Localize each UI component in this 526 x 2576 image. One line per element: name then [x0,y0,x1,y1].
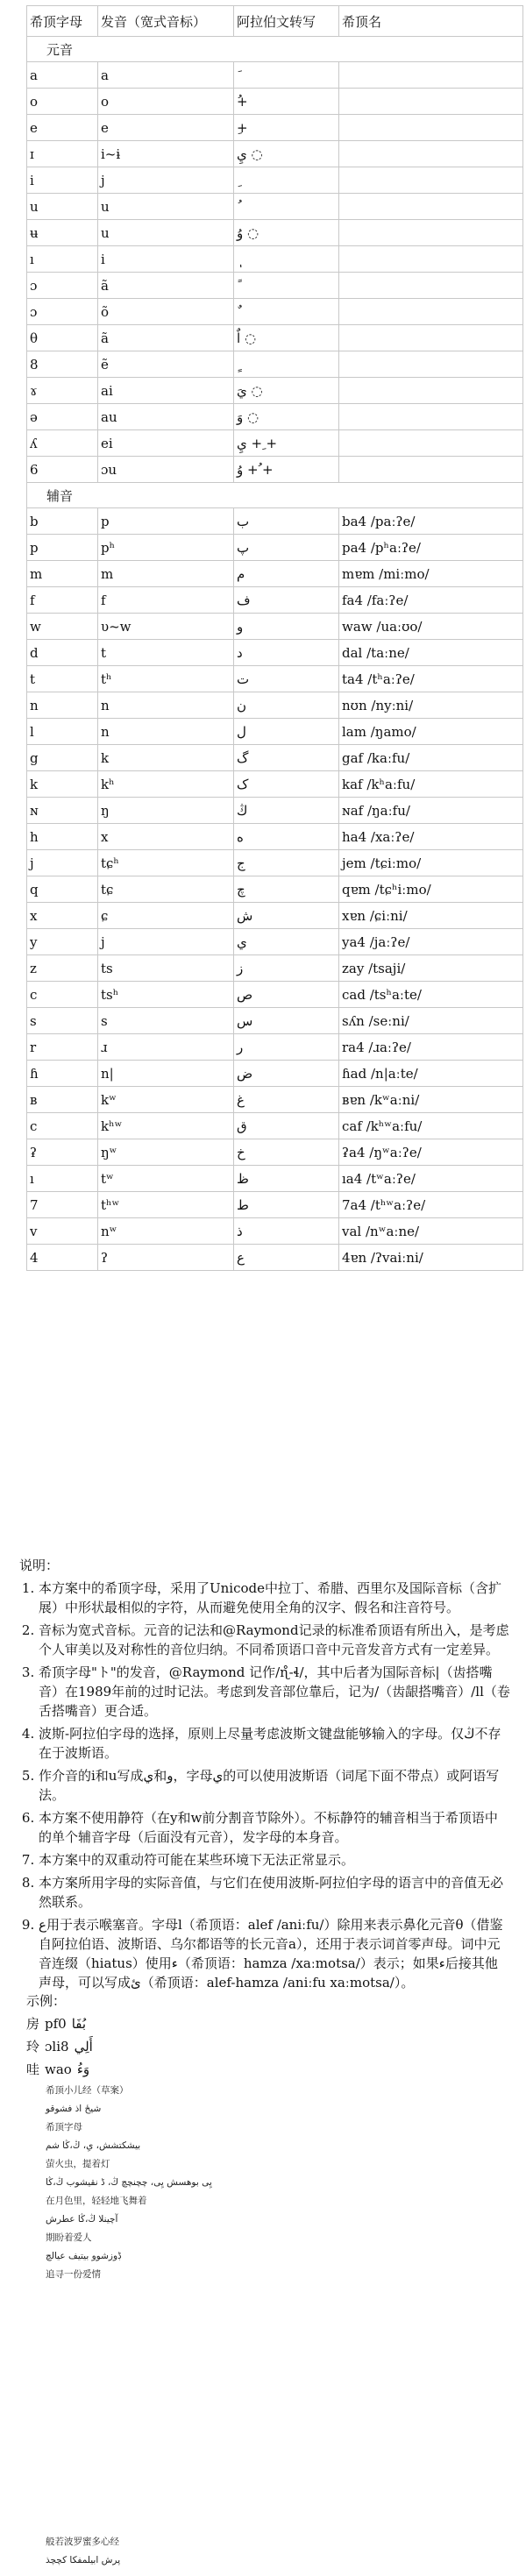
letter-cell: i [27,167,98,194]
table-row [27,745,523,771]
letter-cell: ʡ [27,1139,98,1166]
note-item: 1. 本方案中的希顶字母，采用了Unicode中拉丁、希腊、西里尔及国际音标（含扩展）中形状最相似的字符，从而避免使用全角的汉字、假名和注音符号。 [39,1579,510,1617]
letter-cell: ɪ [27,141,98,167]
arabic-cell: ه [234,824,339,850]
table-row [27,1192,523,1218]
table-row [27,955,523,982]
letter-name-cell: fa4 /faːʔe/ [339,587,523,614]
letter-cell: r [27,1034,98,1061]
letter-cell: j [27,850,98,876]
example-row [26,2012,500,2035]
ipa-cell: n [98,719,234,745]
letter-cell: k [27,771,98,798]
arabic-cell: غ [234,1087,339,1113]
table-row [27,246,523,273]
letter-name-cell [339,325,523,351]
letter-name-cell [339,62,523,89]
ipa-cell: ɔu [98,457,234,483]
note-item: 9. ع用于表示喉塞音。字母l（希顶语：alef /aniːfu/）除用来表示鼻化元音θ（借鉴自阿拉伯语、波斯语、乌尔都语等的长元音a），还用于表示词首零声母。词中元音连缀（hiatus）使用ء（希顶语：hamza /xaːmotsa/）表示；如果ء后接其他声母，可以写成ئ（希顶语：alef-hamza /aniːfu xaːmotsa/）。 [39,1915,510,1992]
letter-cell: m [27,561,98,587]
ipa-cell: f [98,587,234,614]
note-item: 6. 本方案不使用静符（在y和w前分割音节除外）。不标静符的辅音相当于希顶语中的单个辅音字母（后面没有元音），发字母的本身音。 [39,1808,510,1847]
letter-cell: ı [27,246,98,273]
arabic-cell: وَ ◌ [234,404,339,430]
letter-cell: z [27,955,98,982]
table-row [27,404,523,430]
letter-name-cell [339,457,523,483]
letter-name-cell [339,115,523,141]
ipa-cell: e [98,115,234,141]
arabic-cell [234,299,339,325]
letter-cell: v [27,1218,98,1245]
note-item: 3. 希顶字母"ト"的发音，@Raymond 记作/ɳ̊-ɬ/，其中后者为国际音标|（齿搭嘴音）在1989年前的过时记法。考虑到发音部位靠后，记为/（齿龈搭嘴音）/ll（卷舌搭嘴音）更合适。 [39,1663,510,1721]
letter-cell: g [27,745,98,771]
table-row [27,1113,523,1139]
ipa-cell: j [98,167,234,194]
letter-name-cell [339,430,523,457]
table-row [27,325,523,351]
letter-name-cell: ıa4 /tʷaːʔe/ [339,1166,523,1192]
table-row [27,1166,523,1192]
arabic-cell: ب [234,508,339,535]
letter-name-cell: val /nʷaːne/ [339,1218,523,1245]
letter-name-cell: waw /uaːʊo/ [339,614,523,640]
table-row [27,771,523,798]
poem-line: بيشكتشش، ىِ، ڭ،ڭا شم [46,2140,141,2151]
ipa-cell: p [98,508,234,535]
ipa-cell: n| [98,1061,234,1087]
letter-cell: e [27,115,98,141]
letter-name-cell [339,220,523,246]
ipa-cell: ɕ [98,903,234,929]
table-row [27,457,523,483]
ipa-cell: pʰ [98,535,234,561]
section-label: 辅音 [27,483,523,508]
ipa-cell: nʷ [98,1218,234,1245]
letter-cell: ɦ [27,1061,98,1087]
table-row [27,167,523,194]
letter-cell: θ [27,325,98,351]
letter-name-cell [339,89,523,115]
table-row [27,640,523,666]
notes-title: 说明： [19,1558,60,1573]
letter-cell: u [27,194,98,220]
letter-cell: d [27,640,98,666]
header-cell: 发音（宽式音标） [98,6,234,37]
note-item: 5. 作介音的i和u写成ي和و，字母ي的可以使用波斯语（词尾下面不带点）或阿语写法。 [39,1766,510,1805]
note-item: 7. 本方案中的双重动符可能在某些环境下无法正常显示。 [39,1850,510,1870]
letter-cell: t [27,666,98,692]
arabic-cell: ر [234,1034,339,1061]
poem-line: 期盼着爱人 [46,2232,92,2243]
letter-name-cell: 4ɐn /ʔvaiːni/ [339,1245,523,1271]
ipa-cell: ʔ [98,1245,234,1271]
letter-cell: ʙ [27,1087,98,1113]
ipa-cell: s [98,1008,234,1034]
letter-name-cell [339,404,523,430]
example-hidden-script: wao [45,2062,72,2077]
poem-line: 萤火虫，提着灯 [46,2159,110,2169]
poem-block [46,2082,501,2284]
letter-name-cell: ta4 /tʰaːʔe/ [339,666,523,692]
table-row [27,798,523,824]
letter-cell: c [27,982,98,1008]
letter-name-cell: lam /ŋamo/ [339,719,523,745]
letter-name-cell: sʎn /seːni/ [339,1008,523,1034]
poem-line: پرش ابيلمفکا کچچذ [46,2555,121,2565]
arabic-cell: ت [234,666,339,692]
note-item: 4. 波斯-阿拉伯字母的选择，原则上尽量考虑波斯文键盘能够输入的字母。仅ڭ不存在于波斯语。 [39,1724,510,1763]
ipa-cell: x [98,824,234,850]
ipa-cell: au [98,404,234,430]
ipa-cell: kʷ [98,1087,234,1113]
letter-name-cell: kaf /kʰaːfu/ [339,771,523,798]
ipa-cell: o [98,89,234,115]
letter-cell: 7 [27,1192,98,1218]
arabic-cell: ظ [234,1166,339,1192]
arabic-cell: م [234,561,339,587]
letter-cell: o [27,89,98,115]
arabic-cell: ڭ [234,798,339,824]
example-hidden-script: pf0 [45,2016,67,2032]
letter-cell: h [27,824,98,850]
letter-cell: ʎ [27,430,98,457]
notes-section [19,1556,510,1996]
letter-name-cell: nʊn /nyːni/ [339,692,523,719]
letter-name-cell: jem /tɕiːmo/ [339,850,523,876]
example-arabic: وَءُ [76,2062,90,2077]
arabic-cell [234,351,339,378]
ipa-cell: m [98,561,234,587]
ipa-cell: ã [98,325,234,351]
table-row [27,1218,523,1245]
arabic-cell: س [234,1008,339,1034]
example-row [26,2035,500,2058]
letter-name-cell: xɐn /ɕiːni/ [339,903,523,929]
letter-name-cell: mɐm /miːmo/ [339,561,523,587]
table-row [27,430,523,457]
poem-line: 希顶字母 [46,2122,82,2132]
letter-cell: ɔ [27,299,98,325]
ipa-cell: k [98,745,234,771]
note-item: 8. 本方案所用字母的实际音值，与它们在使用波斯-阿拉伯字母的语言中的音值无必然联系。 [39,1873,510,1912]
letter-name-cell: ra4 /ɹaːʔe/ [339,1034,523,1061]
letter-cell: x [27,903,98,929]
table-row [27,1034,523,1061]
ipa-cell: tʰ [98,666,234,692]
arabic-cell: ق [234,1113,339,1139]
table-row [27,299,523,325]
arabic-cell [234,194,339,220]
arabic-cell: ع [234,1245,339,1271]
example-arabic: بُفَا [71,2016,87,2032]
arabic-cell: ف [234,587,339,614]
ipa-cell: ai [98,378,234,404]
table-row [27,220,523,246]
arabic-cell: چ [234,876,339,903]
letter-name-cell [339,351,523,378]
example-hanzi: 玲 [26,2039,40,2054]
ipa-cell: ã [98,273,234,299]
table-row [27,587,523,614]
arabic-cell: ک [234,771,339,798]
poem-line: ڋوزشوو بيتيف عيالچ [46,2251,122,2261]
letter-name-cell: ʙɐn /kʷaːni/ [339,1087,523,1113]
letter-cell: ı [27,1166,98,1192]
letter-cell: ɤ [27,378,98,404]
poem-line: يِى بوهسش يِى، چچنچچ ڭ، ڈ نقيشوب ڭ،ڭا [46,2177,212,2188]
table-row [27,824,523,850]
table-row [27,141,523,167]
table-row [27,273,523,299]
table-row [27,850,523,876]
header-cell: 希顶名 [339,6,523,37]
arabic-cell: ض [234,1061,339,1087]
ipa-cell: ts [98,955,234,982]
letter-cell: y [27,929,98,955]
table-row [27,62,523,89]
letter-name-cell [339,167,523,194]
arabic-cell: و [234,614,339,640]
examples-section [26,1990,500,2081]
letter-cell: 8 [27,351,98,378]
letter-cell: p [27,535,98,561]
ipa-cell: i~ɨ [98,141,234,167]
ipa-cell: u [98,220,234,246]
letter-name-cell: pa4 /pʰaːʔe/ [339,535,523,561]
letter-name-cell [339,194,523,220]
table-row [27,351,523,378]
example-hanzi: 哇 [26,2062,40,2077]
table-row [27,535,523,561]
arabic-cell: د [234,640,339,666]
letter-name-cell: dal /taːne/ [339,640,523,666]
letter-name-cell: ya4 /jaːʔe/ [339,929,523,955]
table-row [27,876,523,903]
letter-name-cell: qɐm /tɕʰiːmo/ [339,876,523,903]
arabic-cell: ش [234,903,339,929]
poem-line: 在月色里，轻轻地飞舞着 [46,2196,147,2206]
arabic-cell: وُ ◌ [234,220,339,246]
ipa-cell: tɕʰ [98,850,234,876]
arabic-cell: ز [234,955,339,982]
letter-cell: q [27,876,98,903]
table-row [27,561,523,587]
table-row [27,982,523,1008]
ipa-cell: a [98,62,234,89]
arabic-cell [234,167,339,194]
letter-cell: ʉ [27,220,98,246]
letter-name-cell [339,141,523,167]
ipa-cell: i [98,246,234,273]
ipa-cell: tʰʷ [98,1192,234,1218]
arabic-cell: ن [234,692,339,719]
table-row [27,508,523,535]
example-hanzi: 房 [26,2016,40,2032]
arabic-cell: خ [234,1139,339,1166]
ipa-cell: tsʰ [98,982,234,1008]
table-row [27,194,523,220]
letter-cell: n [27,692,98,719]
letter-name-cell: zay /tsaji/ [339,955,523,982]
arabic-cell: وُ + ُ+ [234,457,339,483]
letter-cell: 6 [27,457,98,483]
arabic-cell: ط [234,1192,339,1218]
letter-name-cell: ɴaf /ŋaːfu/ [339,798,523,824]
letter-cell: s [27,1008,98,1034]
table-row [27,1008,523,1034]
ipa-cell: tʷ [98,1166,234,1192]
letter-cell: ə [27,404,98,430]
ipa-cell: ẽ [98,351,234,378]
arabic-cell: پ [234,535,339,561]
alphabet-table [26,5,523,1271]
sutra-block [46,2533,501,2570]
arabic-cell: يَ ◌ [234,378,339,404]
table-row [27,1061,523,1087]
table-row [27,692,523,719]
table-row [27,1245,523,1271]
table-row [27,666,523,692]
table-row [27,929,523,955]
letter-cell: c [27,1113,98,1139]
table-row [27,378,523,404]
letter-cell: 4 [27,1245,98,1271]
poem-line: شيځ اذ فشوقو [46,2104,102,2114]
letter-cell: l [27,719,98,745]
poem-line: 追寻一份爱情 [46,2269,101,2280]
arabic-cell [234,62,339,89]
example-row [26,2058,500,2081]
letter-name-cell: ha4 /xaːʔe/ [339,824,523,850]
ipa-cell: ei [98,430,234,457]
arabic-cell: يِ + ِ+ [234,430,339,457]
letter-cell: a [27,62,98,89]
poem-line: آچينلا ڭ،ڭا عطرش [46,2214,118,2225]
table-row [27,1139,523,1166]
ipa-cell: u [98,194,234,220]
section-row-consonants [27,483,523,508]
arabic-cell [234,246,339,273]
arabic-cell [234,273,339,299]
letter-name-cell: ʡa4 /ŋʷaːʔe/ [339,1139,523,1166]
letter-name-cell: caf /kʰʷaːfu/ [339,1113,523,1139]
letter-name-cell: cad /tsʰaːte/ [339,982,523,1008]
table-row [27,614,523,640]
letter-cell: ɔ [27,273,98,299]
arabic-cell: اٌ ◌ [234,325,339,351]
table-row [27,719,523,745]
ipa-cell: õ [98,299,234,325]
letter-cell: f [27,587,98,614]
ipa-cell: tɕ [98,876,234,903]
ipa-cell: ɹ [98,1034,234,1061]
poem-line: 般若波罗蜜多心经 [46,2537,119,2547]
letter-name-cell [339,246,523,273]
notes-list [19,1579,510,1992]
letter-name-cell: gaf /kaːfu/ [339,745,523,771]
ipa-cell: j [98,929,234,955]
table-header-row [27,6,523,37]
letter-name-cell [339,299,523,325]
ipa-cell: ŋ [98,798,234,824]
poem-line: 希顶小儿经（草案） [46,2085,129,2096]
arabic-cell: ل [234,719,339,745]
table-row [27,1087,523,1113]
letter-name-cell: ba4 /paːʔe/ [339,508,523,535]
example-hidden-script: ɔli8 [45,2039,69,2054]
ipa-cell: t [98,640,234,666]
arabic-cell: ذ [234,1218,339,1245]
example-arabic: أَلِي [74,2039,93,2054]
table-row [27,903,523,929]
note-item: 2. 音标为宽式音标。元音的记法和@Raymond记录的标准希顶语有所出入，是考虑个人审美以及对称性的音位归纳。不同希顶语口音中元音发音方式有一定差异。 [39,1621,510,1659]
letter-name-cell [339,378,523,404]
ipa-cell: υ~w [98,614,234,640]
ipa-cell: kʰ [98,771,234,798]
letter-cell: ɴ [27,798,98,824]
letter-name-cell [339,273,523,299]
header-cell: 希顶字母 [27,6,98,37]
arabic-cell: ي [234,929,339,955]
arabic-cell: گ [234,745,339,771]
ipa-cell: kʰʷ [98,1113,234,1139]
section-row-vowels [27,37,523,62]
table-row [27,89,523,115]
section-label: 元音 [27,37,523,62]
arabic-cell: ص [234,982,339,1008]
letter-cell: b [27,508,98,535]
arabic-cell: يِ ◌ [234,141,339,167]
arabic-cell: ِ+ [234,115,339,141]
ipa-cell: n [98,692,234,719]
ipa-cell: ŋʷ [98,1139,234,1166]
letter-cell: w [27,614,98,640]
table-row [27,115,523,141]
arabic-cell: ُ+ [234,89,339,115]
header-cell: 阿拉伯文转写 [234,6,339,37]
letter-name-cell: 7a4 /tʰʷaːʔe/ [339,1192,523,1218]
examples-title: 示例： [26,1993,67,2009]
letter-name-cell: ɦad /n|aːte/ [339,1061,523,1087]
arabic-cell: ج [234,850,339,876]
